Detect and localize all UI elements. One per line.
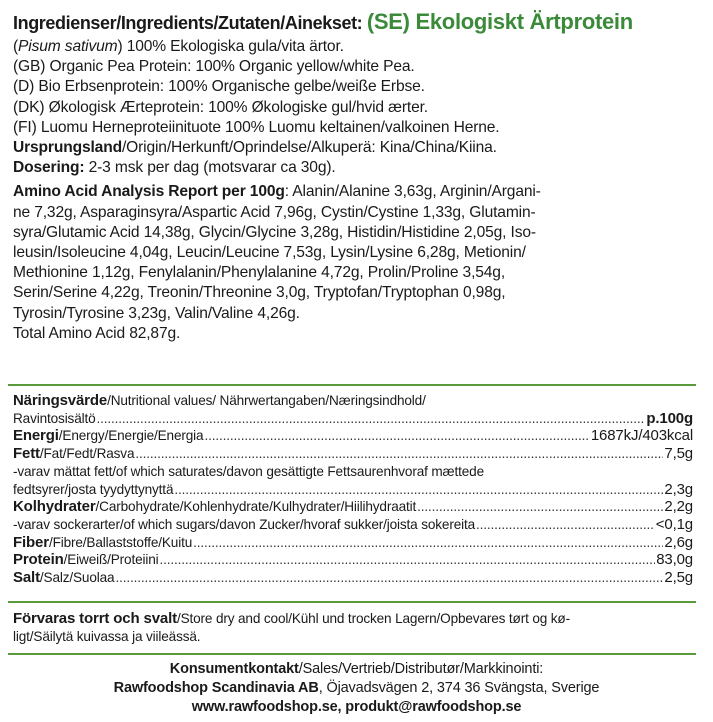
- nutrition-row-carbohydrate: Kolhydrater/Carbohydrate/Kohlenhydrate/Kulhydrater/Hiilihydraatit ..... 2,2g: [13, 498, 693, 516]
- ingredient-fi: (FI) Luomu Herneproteiinituote 100% Luomu keltainen/valkoinen Herne.: [13, 118, 500, 136]
- email-link[interactable]: produkt@rawfoodshop.se: [345, 699, 522, 715]
- per-100g: p.100g: [646, 409, 693, 427]
- ingredient-dk: (DK) Økologisk Ærteprotein: 100% Økologiske gul/hvid ærter.: [13, 98, 428, 116]
- nutrition-row-saturates-2: fedtsyrer/josta tyydyttynyttä ..... 2,3g: [13, 481, 693, 499]
- amino-heading: Amino Acid Analysis Report per 100g: [13, 183, 285, 201]
- divider: [8, 653, 696, 655]
- ingredient-de: (D) Bio Erbsenprotein: 100% Organische gelbe/weiße Erbse.: [13, 78, 425, 96]
- ingredient-gb: (GB) Organic Pea Protein: 100% Organic yellow/white Pea.: [13, 58, 415, 76]
- origin: Ursprungsland/Origin/Herkunft/Oprindelse/Alkuperä: Kina/China/Kiina.: [13, 139, 497, 157]
- nutrition-header-row: Ravintosisältö ..... p.100g: [13, 410, 693, 428]
- nutrition-row-saturates-1: -varav mättat fett/of which saturates/davon gesättigte Fettsaurenhvoraf mættede: [13, 463, 484, 479]
- product-name: (SE) Ekologiskt Ärtprotein: [366, 9, 633, 34]
- nutrition-row-fat: Fett/Fat/Fedt/Rasva ..... 7,5g: [13, 445, 693, 463]
- amino-line-7: Tyrosin/Tyrosine 3,23g, Valin/Valine 4,26g.: [13, 304, 300, 322]
- latin-name: Pisum sativum: [18, 38, 118, 55]
- amino-line-4: leusin/Isoleucine 4,04g, Leucin/Leucine 7,53g, Lysin/Lysine 6,28g, Metionin/: [13, 244, 526, 262]
- nutrition-row-fiber: Fiber/Fibre/Ballaststoffe/Kuitu ..... 2,6g: [13, 534, 693, 552]
- ingredients-section: [13, 8, 703, 344]
- amino-line-3: syra/Glutamic Acid 14,38g, Glycin/Glycine 3,28g, Histidin/Histidine 2,05g, Iso-: [13, 223, 536, 241]
- amino-line-6: Serin/Serine 4,22g, Treonin/Threonine 3,0g, Tryptofan/Tryptophan 0,98g,: [13, 284, 506, 302]
- storage-instructions: Förvaras torrt och svalt/Store dry and cool/Kühl und trocken Lagern/Opbevares tørt og kø- ligt/Säilytä kuivassa ja viileässä.: [13, 610, 570, 644]
- dosage: Dosering: 2-3 msk per dag (motsvarar ca 30g).: [13, 159, 336, 177]
- amino-line-1: Amino Acid Analysis Report per 100g: Alanin/Alanine 3,63g, Arginin/Argani-: [13, 183, 541, 201]
- nutrition-row-sugars: -varav sockerarter/of which sugars/davon Zucker/hvoraf sukker/joista sokereita ..... <0,1g: [13, 516, 693, 534]
- ingredients-heading: Ingredienser/Ingredients/Zutaten/Ainekset: (SE) Ekologiskt Ärtprotein: [13, 9, 633, 34]
- amino-line-5: Methionine 1,12g, Fenylalanin/Phenylalanine 4,72g, Prolin/Proline 3,54g,: [13, 264, 506, 282]
- amino-line-2: ne 7,32g, Asparaginsyra/Aspartic Acid 7,96g, Cystin/Cystine 1,33g, Glutamin-: [13, 203, 536, 221]
- divider: [8, 384, 696, 386]
- consumer-contact: Konsumentkontakt/Sales/Vertrieb/Distributør/Markkinointi: Rawfoodshop Scandinavia AB, Öjavadsvägen 2, 374 36 Svängsta, Sverige www.rawfoodshop.se, produkt@rawfoodshop.se: [113, 661, 600, 715]
- nutrition-heading: Näringsvärde/Nutritional values/ Nährwertangaben/Næringsindhold/: [13, 392, 426, 409]
- nutrition-table: [13, 392, 693, 587]
- website-link[interactable]: www.rawfoodshop.se: [191, 699, 338, 715]
- amino-total: Total Amino Acid 82,87g.: [13, 324, 181, 342]
- divider: [8, 601, 696, 603]
- nutrition-row-energy: Energi/Energy/Energie/Energia ..... 1687kJ/403kcal: [13, 427, 693, 445]
- company-name: Rawfoodshop Scandinavia AB: [113, 680, 319, 696]
- ingredient-se: (Pisum sativum) 100% Ekologiska gula/vita ärtor.: [13, 38, 344, 55]
- nutrition-row-salt: Salt/Salz/Suolaa ..... 2,5g: [13, 569, 693, 587]
- nutrition-row-protein: Protein/Eiweiß/Proteiini ..... 83,0g: [13, 551, 693, 569]
